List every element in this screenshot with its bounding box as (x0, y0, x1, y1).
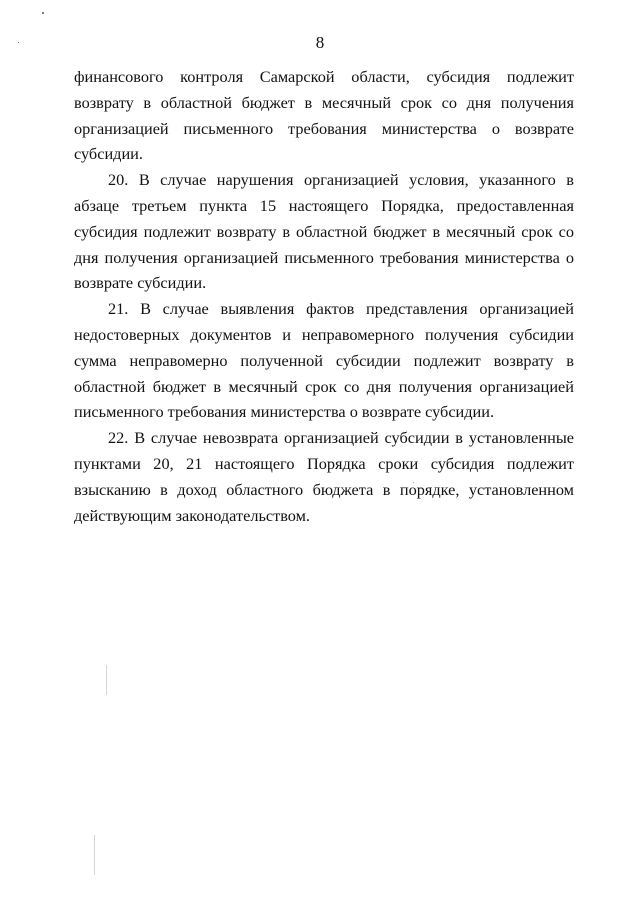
paragraph-item-21: 21. В случае выявления фактов представления организацией недостоверных документов и неправомерного получения субсидии сумма неправомерно полученной субсидии подлежит возврату в областной бюджет в месячный срок со дня получения организацией письменного требования министерства о возврате субсидии. (74, 299, 574, 422)
paragraph-item-20: 20. В случае нарушения организацией условия, указанного в абзаце третьем пункта 15 настоящего Порядка, предоставленная субсидия подлежит возврату в областной бюджет в месячный срок со дня получения организацией письменного требования министерства о возврате субсидии. (74, 170, 574, 293)
paragraph-continuation: финансового контроля Самарской области, субсидия подлежит возврату в областной бюджет в месячный срок со дня получения организацией письменного требования министерства о возврате субсидии. (74, 67, 574, 164)
page-number: 8 (315, 33, 325, 52)
scan-artifact-line (106, 665, 107, 695)
scan-speck (42, 12, 44, 14)
document-body (74, 64, 574, 528)
paragraph-item-22: 22. В случае невозврата организацией субсидии в установленные пунктами 20, 21 настоящего Порядка сроки субсидия подлежит взысканию в доход областного бюджета в порядке, установленном действующим законодательством. (74, 428, 574, 525)
scan-artifact-line (94, 835, 95, 875)
